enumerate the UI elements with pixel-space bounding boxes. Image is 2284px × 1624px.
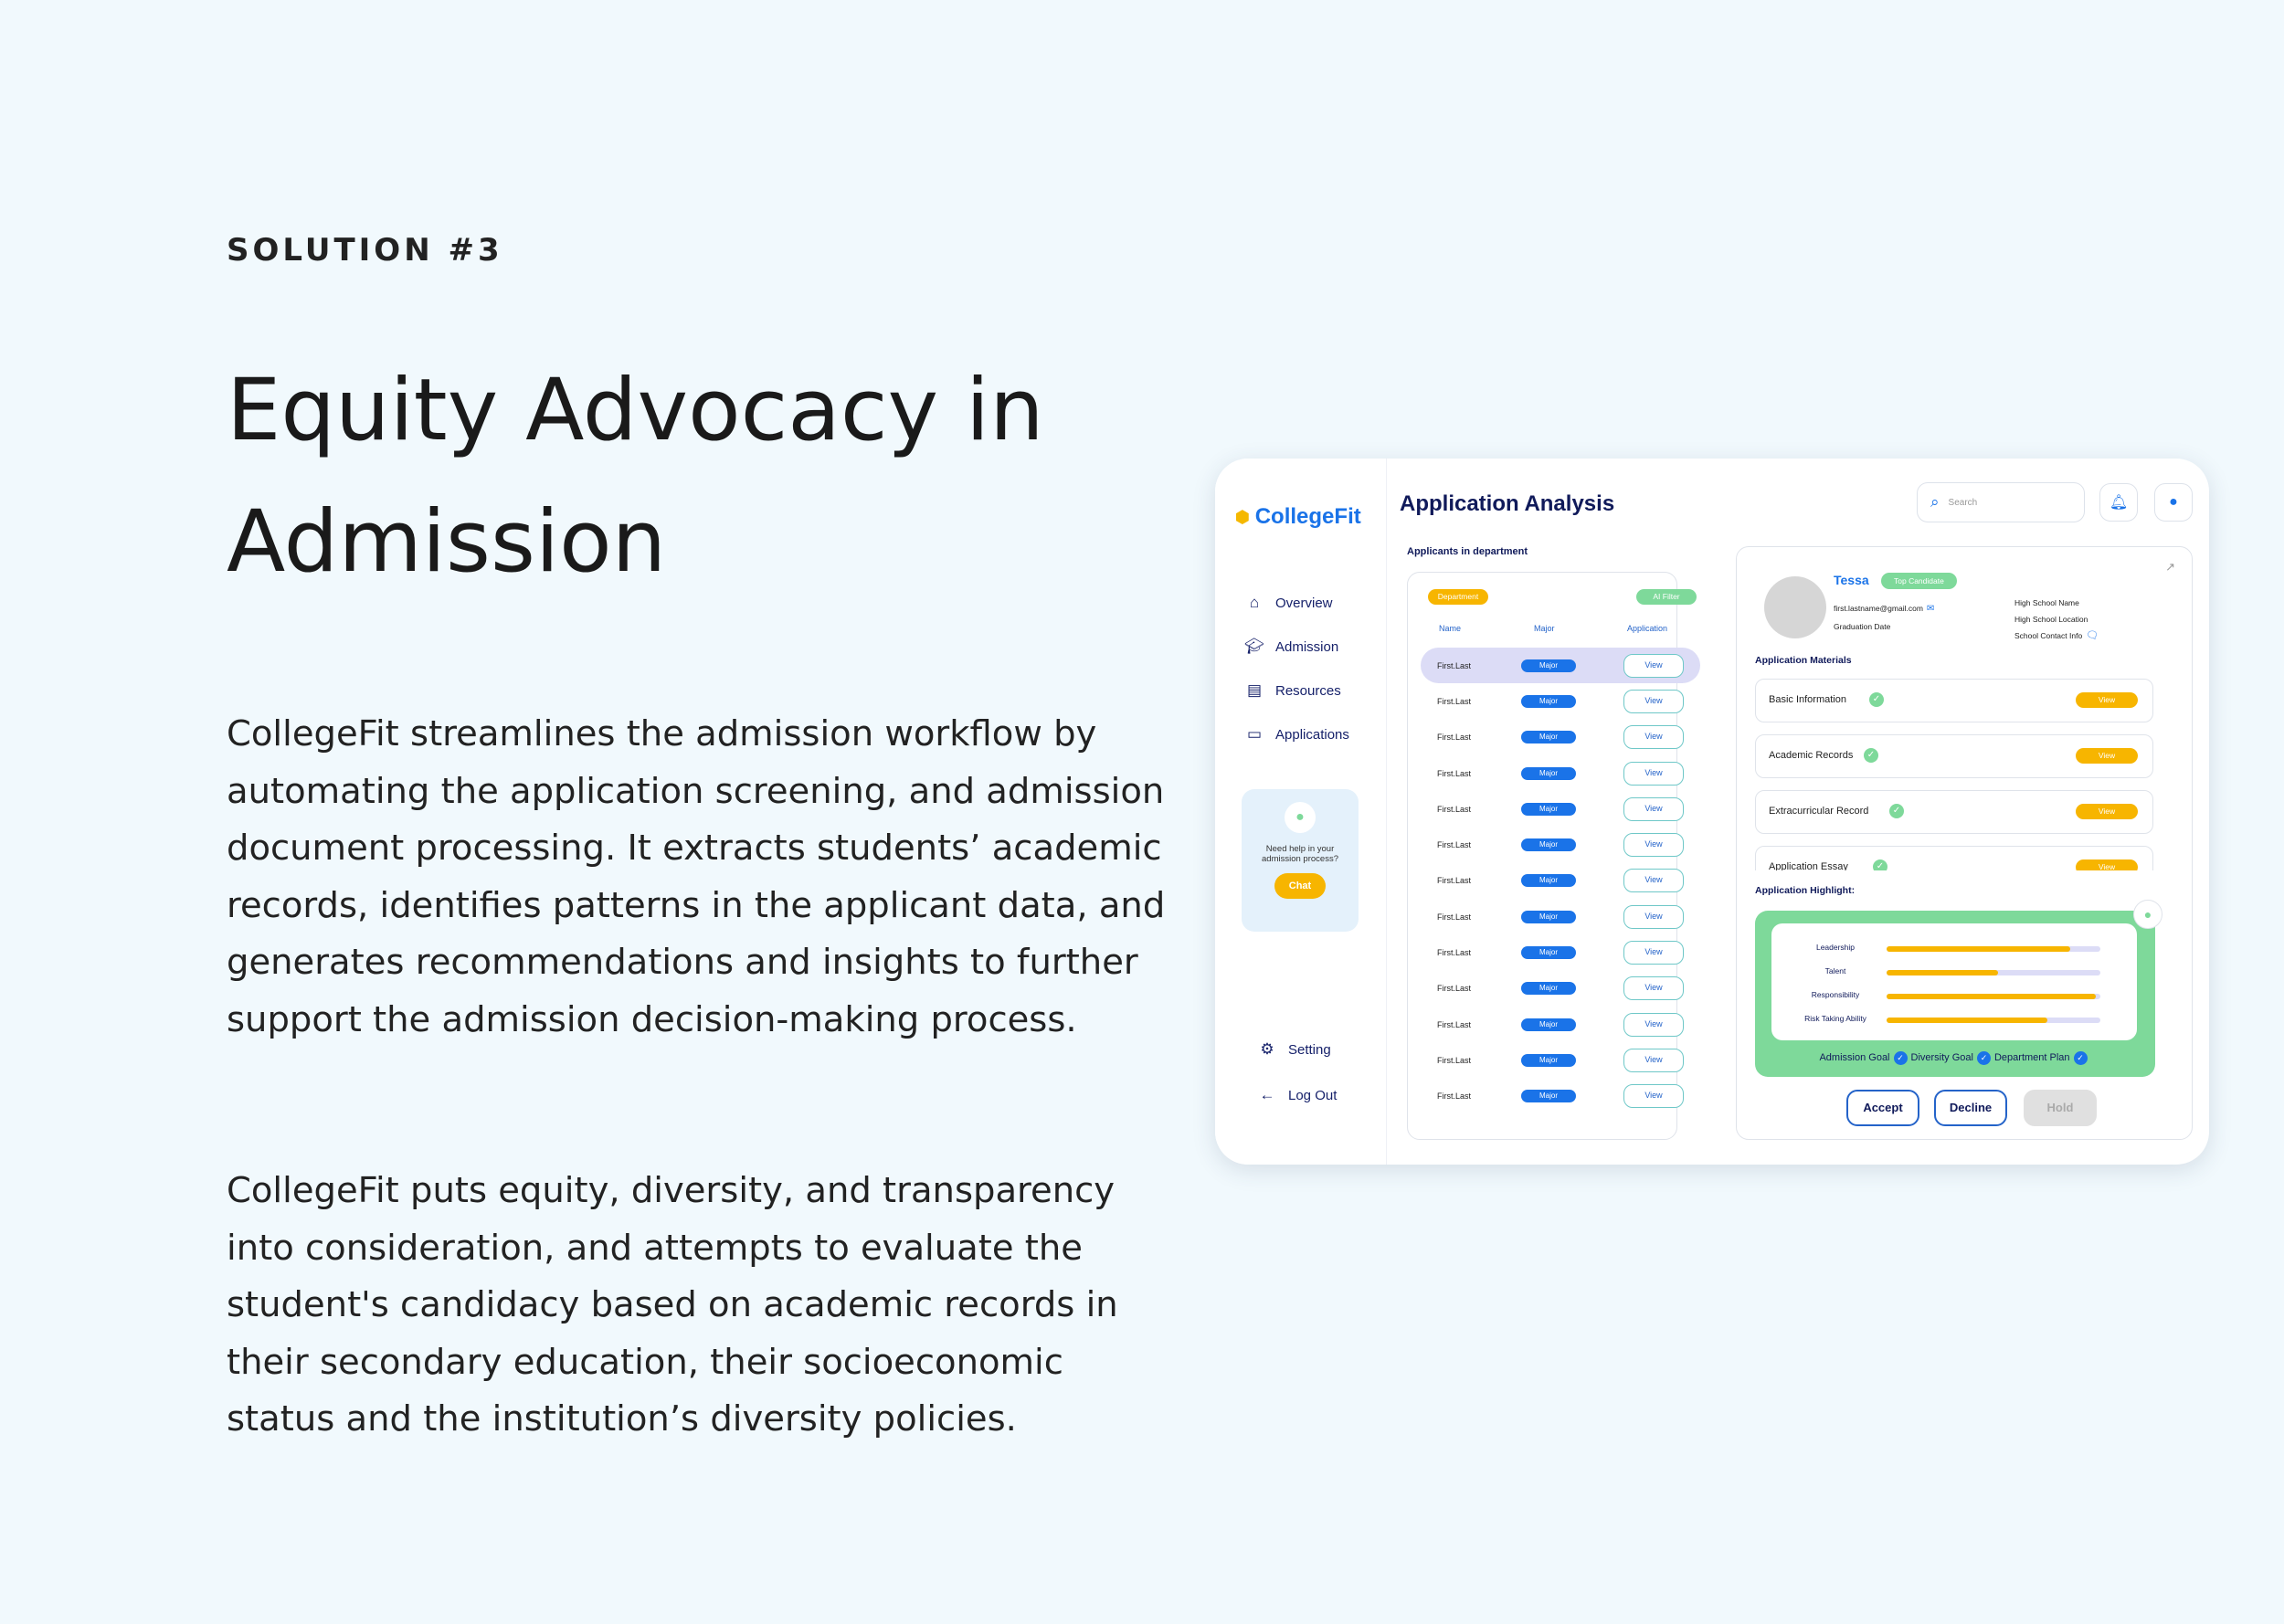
highlight-label: Responsibility [1811,990,1860,999]
logo[interactable] [1235,504,1361,530]
page-title: Application Analysis [1400,491,1615,516]
major-badge: Major [1521,659,1576,672]
view-button[interactable]: View [1623,690,1684,713]
check-icon: ✓ [1894,1051,1908,1065]
highlight-fill [1887,970,1998,975]
highlight-track [1887,994,2100,999]
major-badge: Major [1521,911,1576,923]
material-item[interactable] [1755,679,2153,722]
sidebar-item-overview[interactable] [1244,581,1349,625]
check-icon: ✓ [1873,859,1887,870]
highlight-panel [1755,907,2155,1077]
highlight-label: Leadership [1815,943,1856,952]
applicant-name: First.Last [1437,768,1472,778]
table-row[interactable] [1421,899,1700,934]
profile-button[interactable] [2154,483,2193,522]
check-icon: ✓ [2074,1051,2088,1065]
highlight-label: Risk Taking Ability [1804,1014,1866,1023]
highlight-track [1887,1018,2100,1023]
view-button[interactable]: View [1623,1084,1684,1108]
sidebar-item-label: Applications [1275,726,1349,743]
table-row[interactable] [1421,1007,1700,1042]
gear-icon: ⚙ [1260,1040,1274,1058]
goal-item [1911,1052,1994,1063]
view-button[interactable]: View [1623,725,1684,749]
logo-text: CollegeFit [1254,504,1361,529]
major-badge: Major [1521,731,1576,743]
material-label: Application Essay [1769,861,1848,870]
eyebrow: SOLUTION #3 [227,232,503,269]
applicant-detail [1736,546,2193,1140]
major-badge: Major [1521,946,1576,959]
goal-label: Admission Goal [1819,1052,1890,1063]
school-name: High School Name [2014,598,2079,607]
highlight-bar-row [1771,989,2137,1002]
notification-button[interactable] [2099,483,2138,522]
school-info [2014,595,2099,644]
sidebar-item-label: Log Out [1288,1087,1338,1103]
materials-list [1755,679,2153,870]
table-row[interactable] [1421,1042,1700,1078]
table-row[interactable] [1421,863,1700,899]
applicant-name: First.Last [1437,804,1472,814]
highlight-bar-row [1771,1013,2137,1026]
description-paragraph-1: CollegeFit streamlines the admission workflow by automating the application screening, and admission document processing. It extracts students’ academic records, identifies patterns in the applicant data, and generates recommendations and insights to further support the admission decision-making process. [227,713,1166,1040]
goal-item [1819,1052,1910,1063]
applicant-name: First.Last [1437,1055,1472,1065]
hold-button[interactable]: Hold [2024,1090,2097,1126]
bell-icon: 🔔︎ [2109,495,2129,511]
applicant-name: First.Last [1437,912,1472,922]
applicant-name: First.Last [1437,876,1472,886]
sidebar-item-resources[interactable] [1244,669,1349,712]
home-icon: ⌂ [1249,594,1260,611]
sidebar-item-setting[interactable] [1257,1027,1337,1072]
table-row[interactable] [1421,683,1700,719]
graduation-date: Graduation Date [1834,622,1891,631]
status-badge: Top Candidate [1881,573,1957,589]
highlight-fill [1887,994,2096,999]
school-location: High School Location [2014,615,2088,624]
major-badge: Major [1521,1018,1576,1031]
table-row[interactable] [1421,791,1700,827]
major-badge: Major [1521,1090,1576,1102]
highlight-label: Application Highlight: [1755,885,1856,896]
decline-button[interactable]: Decline [1934,1090,2007,1126]
view-button[interactable]: View [1623,941,1684,965]
view-button[interactable]: View [1623,797,1684,821]
chat-icon[interactable]: 🗨︎ [2086,630,2099,641]
chat-bubble-icon[interactable]: ● [2133,900,2162,929]
accept-button[interactable]: Accept [1846,1090,1919,1126]
view-button[interactable]: View [2076,804,2138,819]
folder-icon: ▭ [1246,725,1263,743]
highlight-fill [1887,946,2070,952]
search-input[interactable] [1917,482,2085,522]
school-contact: School Contact Info [2014,631,2083,640]
highlight-bar-row [1771,942,2137,954]
goal-label: Diversity Goal [1910,1052,1973,1063]
bottom-nav [1257,1027,1337,1118]
check-icon: ✓ [1869,692,1884,707]
avatar [1764,576,1826,638]
column-header-application: Application [1627,624,1668,633]
major-badge: Major [1521,695,1576,708]
graduation-cap-icon: 🎓︎ [1244,638,1264,655]
major-badge: Major [1521,803,1576,816]
view-button[interactable]: View [2076,859,2138,870]
applicant-name: First.Last [1437,948,1472,958]
view-button[interactable]: View [1623,976,1684,1000]
applicant-rows [1421,648,1700,1114]
applicant-name: First.Last [1437,733,1472,743]
sidebar-item-label: Resources [1275,682,1341,699]
highlight-bars [1771,923,2137,1040]
goal-label: Department Plan [1993,1052,2070,1063]
view-button[interactable]: View [1623,654,1684,678]
help-text: Need help in your admission process? [1262,844,1338,864]
book-icon: ▤ [1246,681,1263,699]
description-paragraph-2: CollegeFit puts equity, diversity, and transparency into consideration, and attempts to evaluate the student's candidacy based on academic records in their secondary education, their socioeconomic status and the institution’s diversity policies. [227,1170,1118,1439]
highlight-fill [1887,1018,2047,1023]
sidebar-item-label: Setting [1288,1041,1331,1058]
table-row[interactable] [1421,934,1700,970]
sidebar-item-logout[interactable] [1257,1072,1337,1118]
material-item[interactable] [1755,790,2153,834]
sidebar-item-applications[interactable] [1244,712,1349,756]
applicant-name: First.Last [1437,840,1472,850]
table-row[interactable] [1421,971,1700,1007]
sidebar-item-label: Overview [1275,595,1333,611]
table-row[interactable] [1421,755,1700,791]
email-text: first.lastname@gmail.com [1834,604,1923,613]
check-icon: ✓ [1977,1051,1991,1065]
view-button[interactable]: View [2076,692,2138,708]
cube-logo-icon: ⬢ [1235,507,1250,526]
view-button[interactable]: View [2076,748,2138,764]
app-mockup [1215,459,2209,1165]
highlight-bar-row [1771,965,2137,978]
check-icon: ✓ [1864,748,1878,763]
table-row[interactable] [1421,648,1700,683]
external-link-icon[interactable]: ↗ [2165,560,2175,574]
applicant-name: First.Last [1437,660,1472,670]
view-button[interactable]: View [1623,1049,1684,1072]
major-badge: Major [1521,838,1576,851]
arrow-left-icon: ← [1259,1086,1275,1103]
view-button[interactable]: View [1623,762,1684,786]
major-badge: Major [1521,1054,1576,1067]
view-button[interactable]: View [1623,905,1684,929]
chat-button[interactable]: Chat [1274,873,1326,899]
sidebar-nav [1244,581,1349,756]
search-icon: ⌕ [1930,493,1940,511]
mail-icon[interactable]: ✉ [1926,604,1935,614]
candidate-email [1834,604,1934,614]
ai-filter-chip[interactable]: AI Filter [1636,589,1697,605]
highlight-track [1887,946,2100,952]
view-button[interactable]: View [1623,869,1684,892]
goals-row [1755,1051,2155,1065]
applicant-name: First.Last [1437,1019,1472,1029]
headline: Equity Advocacy in Admission [227,361,1044,592]
candidate-name: Tessa [1834,573,1869,587]
table-row[interactable] [1421,720,1700,755]
column-header-major: Major [1534,624,1555,633]
major-badge: Major [1521,982,1576,995]
applicants-label: Applicants in department [1407,546,1528,557]
applicants-list [1407,572,1680,1140]
user-icon: ● [2169,494,2178,510]
help-card [1242,789,1359,932]
major-badge: Major [1521,874,1576,887]
material-item[interactable] [1755,846,2153,870]
sidebar-item-label: Admission [1275,638,1339,655]
material-label: Academic Records [1769,750,1854,761]
column-header-name: Name [1439,624,1462,633]
material-label: Basic Information [1769,694,1846,705]
material-item[interactable] [1755,734,2153,778]
view-button[interactable]: View [1623,833,1684,857]
major-badge: Major [1521,767,1576,780]
applicant-name: First.Last [1437,1091,1472,1102]
table-row[interactable] [1421,1079,1700,1114]
applicant-name: First.Last [1437,696,1472,706]
department-chip[interactable]: Department [1428,589,1488,605]
view-button[interactable]: View [1623,1013,1684,1037]
search-placeholder: Search [1948,497,1978,508]
table-row[interactable] [1421,827,1700,862]
sidebar [1215,459,1387,1165]
check-icon: ✓ [1889,804,1904,818]
sidebar-item-admission[interactable] [1244,625,1349,669]
materials-label: Application Materials [1755,655,1852,666]
goal-item [1994,1052,2091,1063]
material-label: Extracurricular Record [1769,806,1869,817]
chat-bubble-icon: ● [1285,802,1316,833]
highlight-track [1887,970,2100,975]
applicant-name: First.Last [1437,984,1472,994]
highlight-label: Talent [1824,966,1846,975]
